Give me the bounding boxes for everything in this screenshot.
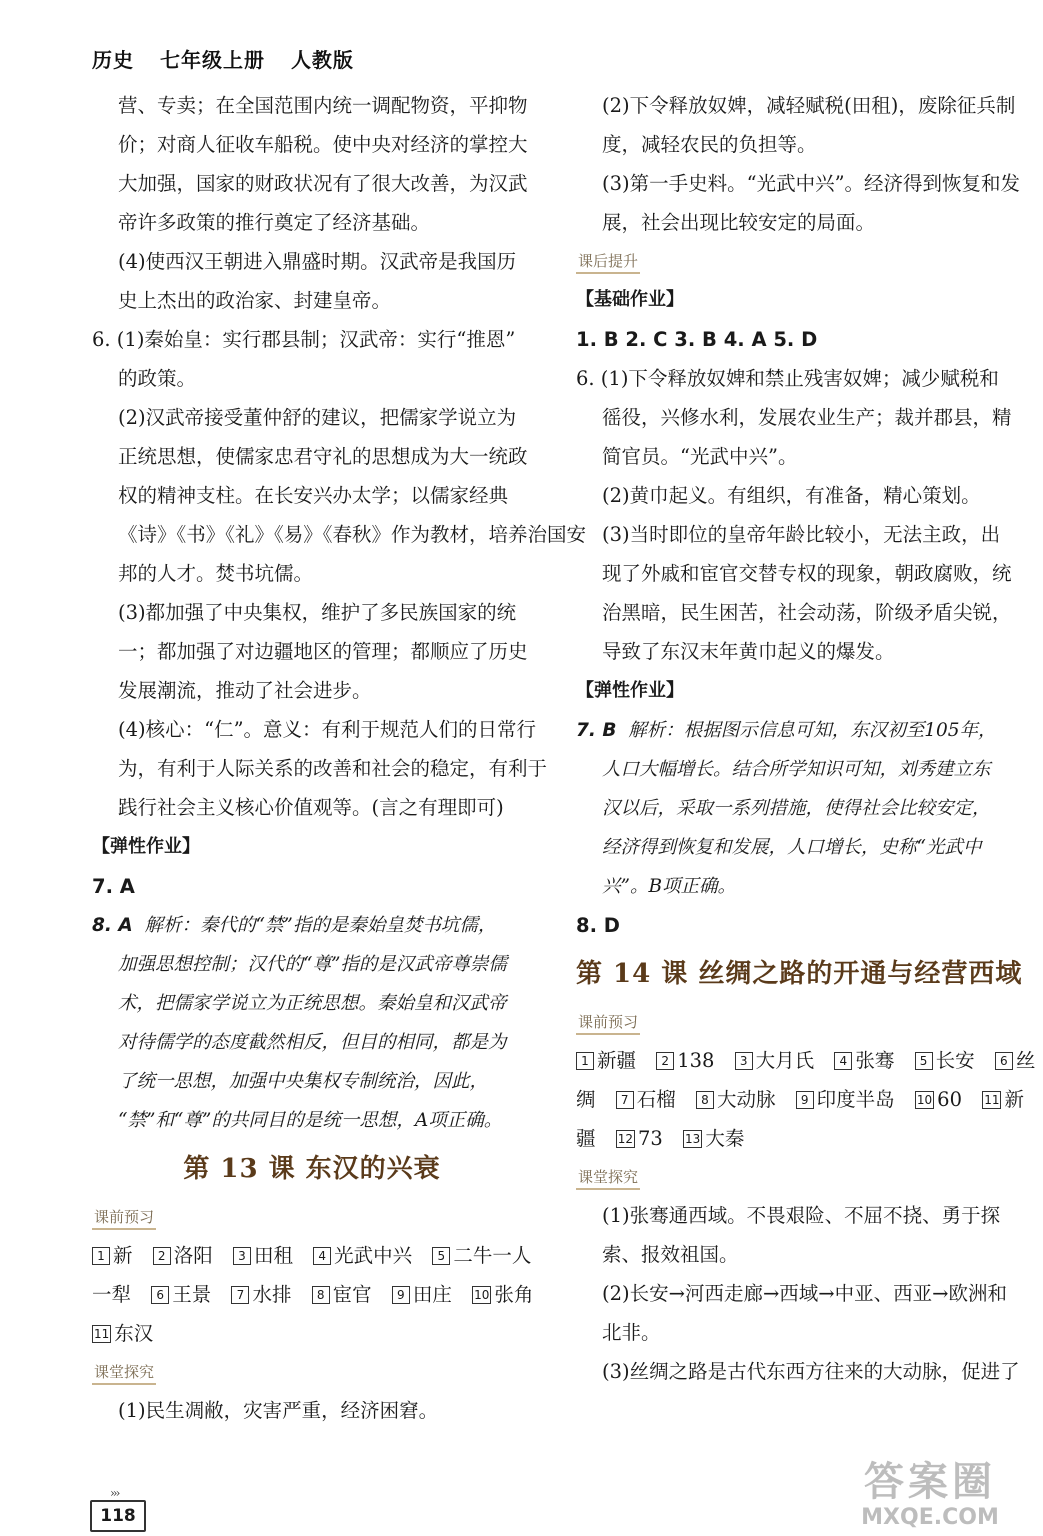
text-line: (1)民生凋敝，灾害严重，经济困窘。 xyxy=(118,1399,439,1422)
text-line: 解析：根据图示信息可知，东汉初至105年， xyxy=(628,720,997,741)
text-line: 《诗》《书》《礼》《易》《春秋》作为教材，培养治国安 xyxy=(118,523,587,546)
text-line: 一；都加强了对边疆地区的管理；都顺应了历史 xyxy=(118,640,528,663)
header-edition: 人教版 xyxy=(290,48,354,72)
text-line: 加强思想控制；汉代的“尊”指的是汉武帝尊崇儒 xyxy=(118,954,507,975)
number-box: 8 xyxy=(312,1286,330,1304)
tag-after-class: 课后提升 xyxy=(576,250,640,274)
text-line: 展，社会出现比较安定的局面。 xyxy=(602,211,876,234)
text-line: 的政策。 xyxy=(118,367,197,390)
number-box: 10 xyxy=(474,1288,490,1302)
number-box: 3 xyxy=(233,1247,251,1265)
text-line: 价；对商人征收车船税。使中央对经济的掌控大 xyxy=(118,133,528,156)
page-number: 118 xyxy=(90,1500,146,1532)
number-box: 2 xyxy=(656,1052,674,1070)
tag-pre-study: 课前预习 xyxy=(92,1206,156,1230)
fill-row: 1 新 2 洛阳 3 田租 4 光武中兴 5 二牛一人 xyxy=(92,1236,532,1275)
answer-7: 7. B xyxy=(576,720,617,741)
text-line: 徭役，兴修水利，发展农业生产；裁并郡县，精 xyxy=(602,406,1012,429)
number-box: 1 xyxy=(92,1247,110,1265)
text-line: 治黑暗，民生困苦，社会动荡，阶级矛盾尖锐， xyxy=(602,601,1012,624)
text-line: 汉以后，采取一系列措施，使得社会比较安定， xyxy=(602,798,991,819)
text-line: 邦的人才。焚书坑儒。 xyxy=(118,562,314,585)
number-box: 5 xyxy=(432,1247,450,1265)
text-line: (1)张骞通西域。不畏艰险、不屈不挠、勇于探 xyxy=(602,1204,1001,1227)
tag-class-explore: 课堂探究 xyxy=(92,1361,156,1385)
watermark-logo xyxy=(840,1458,1020,1534)
text-line: (3)第一手史料。“光武中兴”。经济得到恢复和发 xyxy=(602,172,1021,195)
section-heading-flex: 【弹性作业】 xyxy=(576,680,684,701)
text-line: (4)核心：“仁”。意义：有利于规范人们的日常行 xyxy=(118,718,537,741)
text-line: (2)黄巾起义。有组织，有准备，精心策划。 xyxy=(602,484,981,507)
fill-row: 1 新疆 2 138 3 大月氏 4 张骞 5 长安 6 丝 xyxy=(576,1041,1022,1080)
text-line: 现了外戚和宦官交替专权的现象，朝政腐败，统 xyxy=(602,562,1012,585)
text-line: 度，减轻农民的负担等。 xyxy=(602,133,817,156)
answer-8: 8. D xyxy=(576,914,620,937)
basic-answers: 1. B 2. C 3. B 4. A 5. D xyxy=(576,328,818,351)
fill-row: 疆 12 73 13 大秦 xyxy=(576,1127,745,1150)
number-box: 12 xyxy=(617,1132,633,1146)
number-box: 8 xyxy=(696,1091,714,1109)
section-heading-flex: 【弹性作业】 xyxy=(92,836,200,857)
chevrons-icon: ››› xyxy=(110,1486,119,1500)
running-header xyxy=(92,44,372,73)
text-line: (2)长安→河西走廊→西域→中亚、西亚→欧洲和 xyxy=(602,1282,1007,1305)
number-box: 7 xyxy=(616,1091,634,1109)
number-box: 9 xyxy=(392,1286,410,1304)
text-line: (2)汉武帝接受董仲舒的建议，把儒家学说立为 xyxy=(118,406,517,429)
text-line: (4)使西汉王朝进入鼎盛时期。汉武帝是我国历 xyxy=(118,250,517,273)
left-column xyxy=(92,86,587,1430)
lesson-14-title: 第 14 课 丝绸之路的开通与经营西域 xyxy=(576,959,1023,989)
text-line: (3)都加强了中央集权，维护了多民族国家的统 xyxy=(118,601,517,624)
text-line: 了统一思想，加强中央集权专制统治，因此， xyxy=(118,1071,489,1092)
text-line: 导致了东汉末年黄巾起义的爆发。 xyxy=(602,640,895,663)
number-box: 7 xyxy=(231,1286,249,1304)
tag-class-explore: 课堂探究 xyxy=(576,1166,640,1190)
tag-pre-study: 课前预习 xyxy=(576,1011,640,1035)
number-box: 13 xyxy=(685,1132,701,1146)
fill-row: 绸 7 石榴 8 大动脉 9 印度半岛 10 60 11 新 xyxy=(576,1088,1024,1111)
number-box: 4 xyxy=(313,1247,331,1265)
number-box: 6 xyxy=(995,1052,1013,1070)
text-line: 解析：秦代的“禁”指的是秦始皇焚书坑儒， xyxy=(144,915,497,936)
fill-row: 一犁 6 王景 7 水排 8 宦官 9 田庄 10 张角 xyxy=(92,1283,534,1306)
text-line: 帝许多政策的推行奠定了经济基础。 xyxy=(118,211,431,234)
number-box: 6 xyxy=(151,1286,169,1304)
number-box: 1 xyxy=(576,1052,594,1070)
text-line: 史上杰出的政治家、封建皇帝。 xyxy=(118,289,392,312)
watermark-url: MXQE.COM xyxy=(861,1505,999,1530)
number-box: 11 xyxy=(94,1327,110,1341)
number-box: 11 xyxy=(984,1093,1000,1107)
text-line: 6. (1)秦始皇：实行郡县制；汉武帝：实行“推恩” xyxy=(92,328,516,351)
text-line: (3)丝绸之路是古代东西方往来的大动脉，促进了 xyxy=(602,1360,1020,1383)
text-line: 为，有利于人际关系的改善和社会的稳定，有利于 xyxy=(118,757,548,780)
watermark-text: 答案圈 xyxy=(864,1459,996,1505)
header-grade: 七年级上册 xyxy=(159,48,265,72)
number-box: 9 xyxy=(796,1091,814,1109)
text-line: 术，把儒家学说立为正统思想。秦始皇和汉武帝 xyxy=(118,993,507,1014)
text-line: 人口大幅增长。结合所学知识可知，刘秀建立东 xyxy=(602,759,991,780)
text-line: (3)当时即位的皇帝年龄比较小，无法主政，出 xyxy=(602,523,1001,546)
text-line: 大加强，国家的财政状况有了很大改善，为汉武 xyxy=(118,172,528,195)
number-box: 4 xyxy=(834,1052,852,1070)
text-line: 经济得到恢复和发展，人口增长，史称“光武中 xyxy=(602,837,982,858)
number-box: 5 xyxy=(915,1052,933,1070)
text-line: 索、报效祖国。 xyxy=(602,1243,739,1266)
text-line: 简官员。“光武中兴”。 xyxy=(602,445,798,468)
fill-row: 11 东汉 xyxy=(94,1322,154,1345)
text-line: 北非。 xyxy=(602,1321,661,1344)
answer-8: 8. A xyxy=(92,915,133,936)
text-line: 对待儒学的态度截然相反，但目的相同，都是为 xyxy=(118,1032,507,1053)
text-line: (2)下令释放奴婢，减轻赋税(田租)，废除征兵制 xyxy=(602,94,1016,117)
text-line: “禁”和“尊”的共同目的是统一思想，A项正确。 xyxy=(118,1110,503,1131)
text-line: 践行社会主义核心价值观等。(言之有理即可) xyxy=(118,796,504,819)
right-column xyxy=(576,86,1036,1391)
number-box: 10 xyxy=(916,1093,933,1107)
number-box: 2 xyxy=(153,1247,171,1265)
text-line: 6. (1)下令释放奴婢和禁止残害奴婢；减少赋税和 xyxy=(576,367,999,390)
number-box: 3 xyxy=(735,1052,753,1070)
text-line: 正统思想，使儒家忠君守礼的思想成为大一统政 xyxy=(118,445,528,468)
lesson-13-title: 第 13 课 东汉的兴衰 xyxy=(183,1154,441,1184)
text-line: 发展潮流，推动了社会进步。 xyxy=(118,679,372,702)
header-subject: 历史 xyxy=(92,48,134,72)
text-line: 权的精神支柱。在长安兴办太学；以儒家经典 xyxy=(118,484,509,507)
text-line: 营、专卖；在全国范围内统一调配物资，平抑物 xyxy=(118,94,528,117)
text-line: 兴”。B项正确。 xyxy=(602,876,737,897)
answer-7: 7. A xyxy=(92,875,135,898)
section-heading-basic: 【基础作业】 xyxy=(576,289,684,310)
